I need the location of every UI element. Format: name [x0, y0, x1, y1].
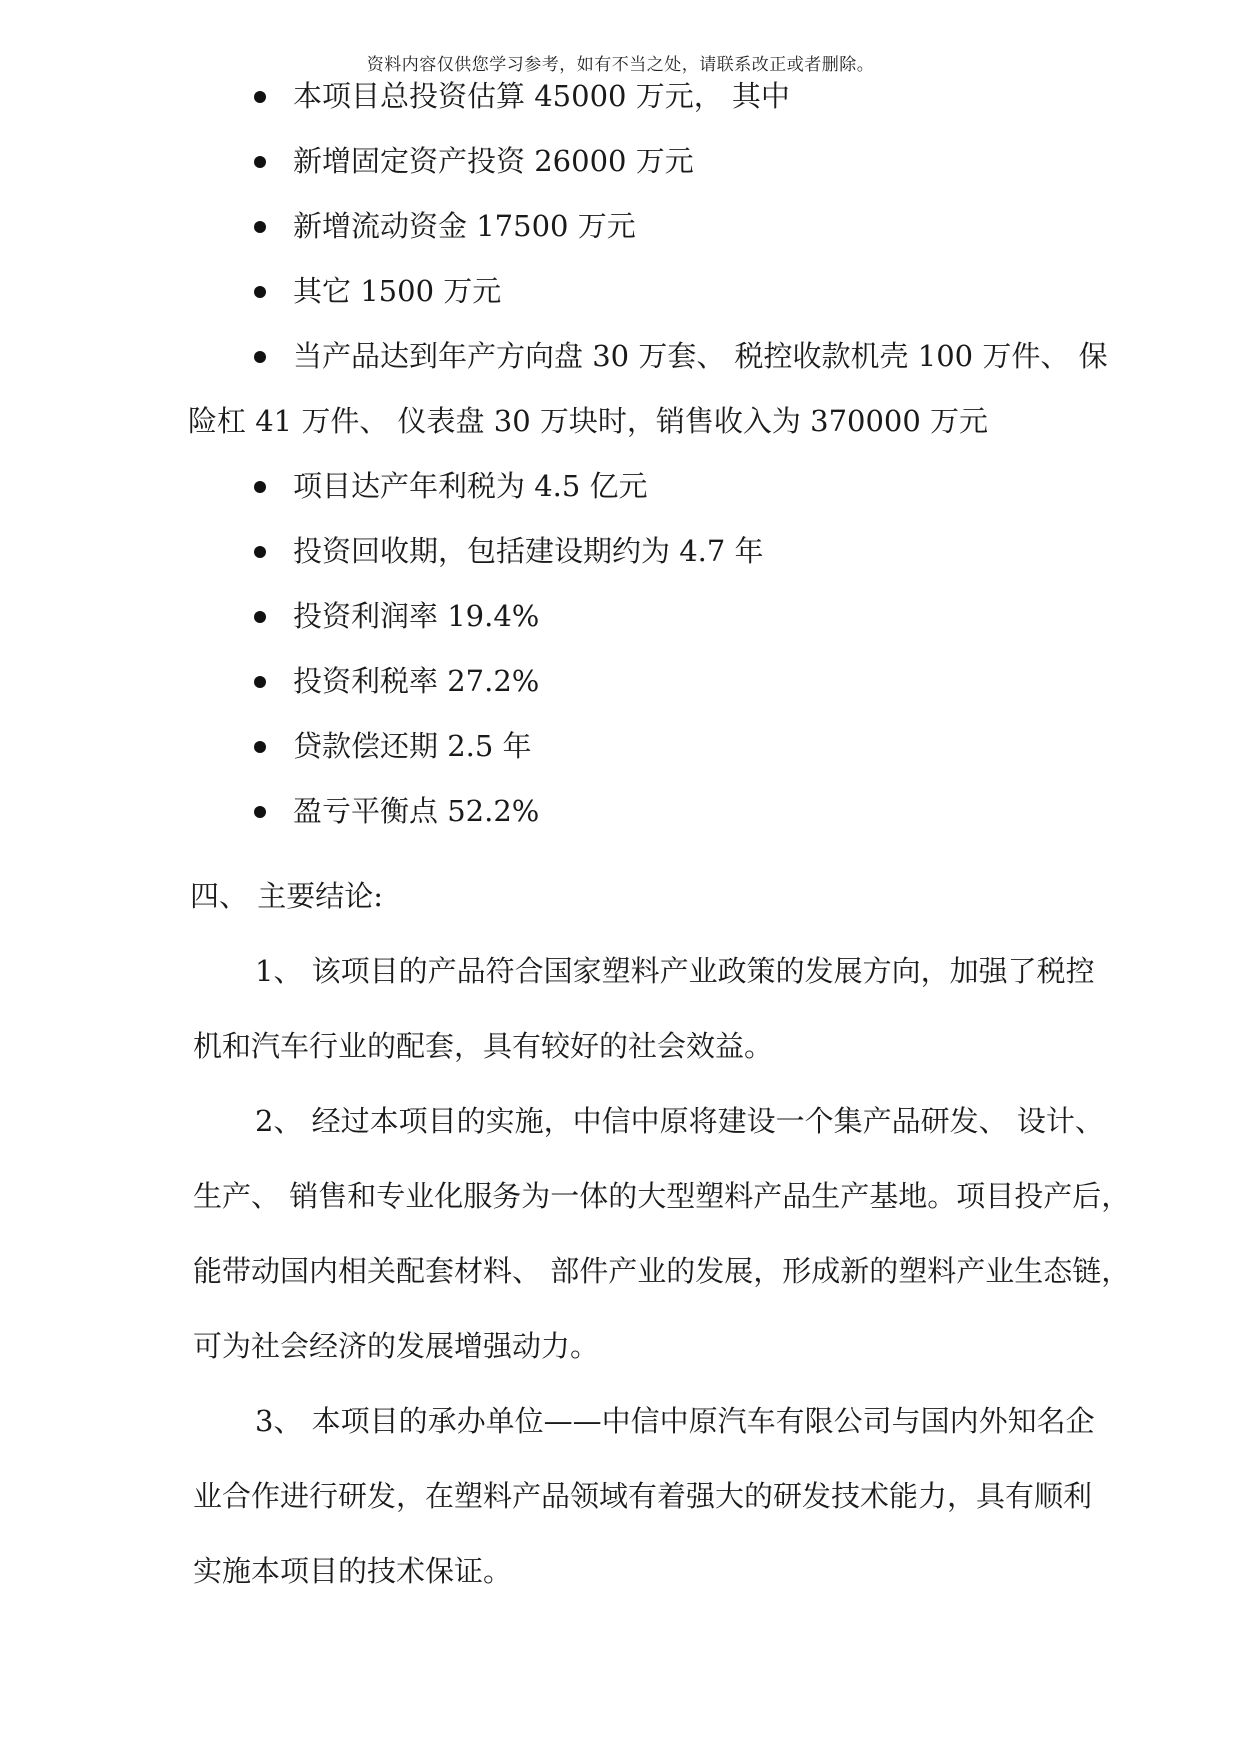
bullet-dot-icon — [254, 156, 266, 168]
bullet-text: 新增流动资金 17500 万元 — [293, 209, 636, 243]
bullet-text: 盈亏平衡点 52.2% — [293, 794, 540, 828]
conclusion-3-line-3: 实施本项目的技术保证。 — [193, 1554, 513, 1588]
bullet-dot-icon — [254, 546, 266, 558]
bullet-dot-icon — [254, 741, 266, 753]
conclusion-1-line-2: 机和汽车行业的配套，具有较好的社会效益。 — [193, 1029, 774, 1063]
conclusion-2-line-4: 可为社会经济的发展增强动力。 — [193, 1329, 600, 1363]
conclusion-2-line-2: 生产、 销售和专业化服务为一体的大型塑料产品生产基地。项目投产后， — [193, 1179, 1131, 1213]
conclusion-2-line-1: 2、 经过本项目的实施，中信中原将建设一个集产品研发、 设计、 — [255, 1104, 1104, 1138]
bullet-text: 其它 1500 万元 — [293, 274, 502, 308]
bullet-text: 投资回收期，包括建设期约为 4.7 年 — [293, 534, 764, 568]
bullet-item-11 — [255, 793, 539, 829]
bullet-item-2 — [255, 143, 694, 179]
bullet-text: 投资利润率 19.4% — [293, 599, 540, 633]
bullet-dot-icon — [254, 221, 266, 233]
conclusion-3-line-1: 3、 本项目的承办单位——中信中原汽车有限公司与国内外知名企 — [255, 1404, 1095, 1438]
bullet-dot-icon — [254, 286, 266, 298]
bullet-item-9 — [255, 663, 539, 699]
bullet-text: 投资利税率 27.2% — [293, 664, 540, 698]
bullet-item-6 — [255, 468, 648, 504]
bullet-dot-icon — [254, 481, 266, 493]
bullet-text: 新增固定资产投资 26000 万元 — [293, 144, 694, 178]
bullet-item-3 — [255, 208, 636, 244]
bullet-item-1 — [255, 78, 790, 114]
section-heading: 四、 主要结论: — [190, 879, 383, 913]
bullet-text: 本项目总投资估算 45000 万元， 其中 — [293, 79, 790, 113]
conclusion-3-line-2: 业合作进行研发，在塑料产品领域有着强大的研发技术能力，具有顺利 — [193, 1479, 1093, 1513]
bullet-text: 项目达产年利税为 4.5 亿元 — [293, 469, 648, 503]
bullet-item-10 — [255, 728, 532, 764]
bullet-dot-icon — [254, 351, 266, 363]
conclusion-1-line-1: 1、 该项目的产品符合国家塑料产业政策的发展方向，加强了税控 — [255, 954, 1095, 988]
bullet-text: 当产品达到年产方向盘 30 万套、 税控收款机壳 100 万件、 保 — [293, 339, 1108, 373]
bullet-dot-icon — [254, 676, 266, 688]
bullet-text: 贷款偿还期 2.5 年 — [293, 729, 532, 763]
bullet-dot-icon — [254, 806, 266, 818]
bullet-dot-icon — [254, 91, 266, 103]
bullet-item-7 — [255, 533, 764, 569]
bullet-item-8 — [255, 598, 539, 634]
conclusion-2-line-3: 能带动国内相关配套材料、 部件产业的发展，形成新的塑料产业生态链， — [193, 1254, 1131, 1288]
header-note: 资料内容仅供您学习参考，如有不当之处，请联系改正或者删除。 — [366, 55, 875, 75]
bullet-item-5 — [255, 338, 1108, 374]
bullet-item-4 — [255, 273, 501, 309]
bullet-dot-icon — [254, 611, 266, 623]
bullet-item-5-continuation: 险杠 41 万件、 仪表盘 30 万块时，销售收入为 370000 万元 — [188, 404, 989, 438]
